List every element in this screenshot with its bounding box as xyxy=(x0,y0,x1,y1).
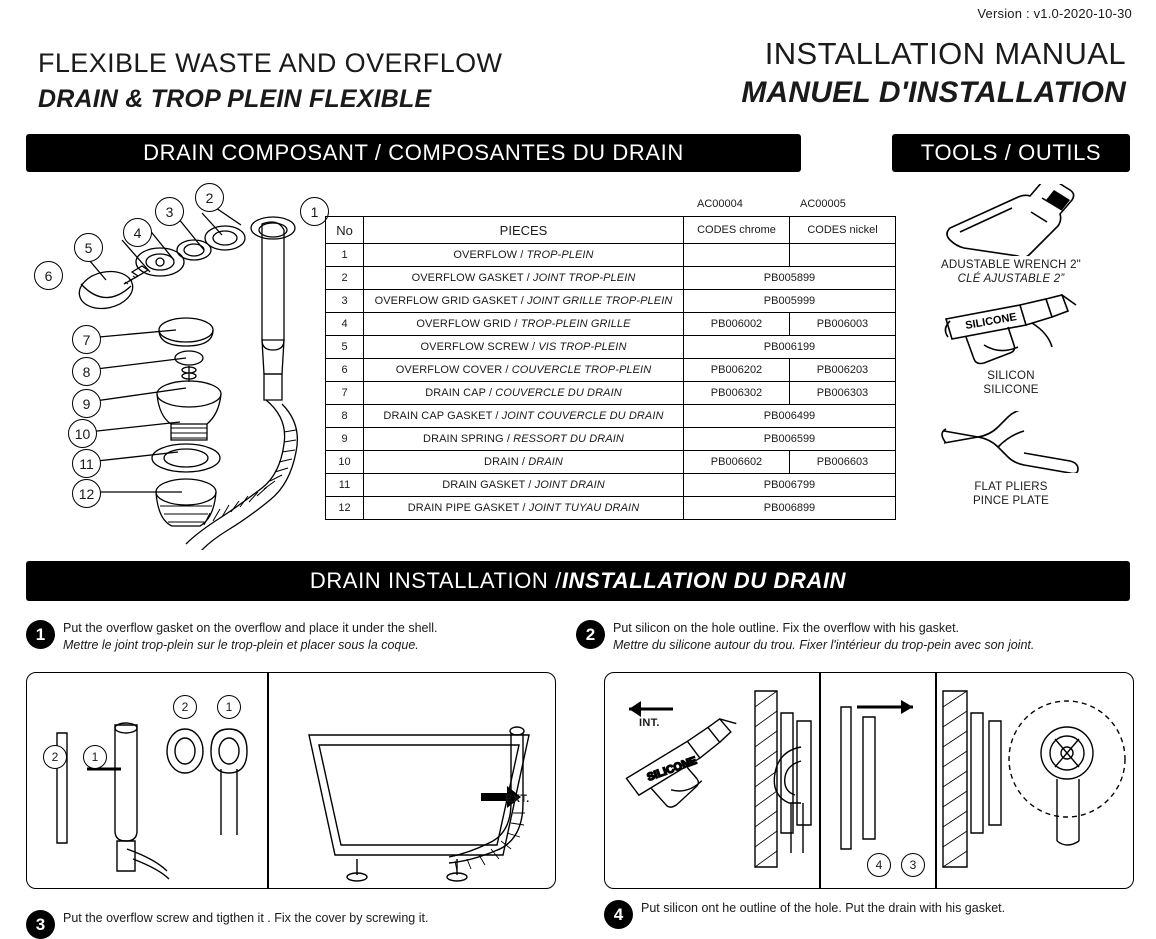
step-2-number: 2 xyxy=(576,620,605,649)
table-row xyxy=(326,451,896,474)
tool-pliers-label xyxy=(892,480,1130,509)
part-number: 3 xyxy=(326,290,364,313)
part-description xyxy=(364,267,684,290)
table-row xyxy=(326,313,896,336)
tools-list xyxy=(892,182,1130,514)
part-number: 9 xyxy=(326,428,364,451)
part-code-chrome: PB006202 xyxy=(684,359,790,382)
callout-3: 3 xyxy=(155,197,184,226)
part-number: 1 xyxy=(326,244,364,267)
step-2-figure-divider-1 xyxy=(819,673,821,888)
callout-11: 11 xyxy=(72,449,101,478)
code-header-nickel: AC00005 xyxy=(800,198,846,210)
part-number: 2 xyxy=(326,267,364,290)
tool-pliers-label-en: FLAT PLIERS xyxy=(974,480,1048,493)
svg-text:SILICONE: SILICONE xyxy=(645,754,699,784)
part-description xyxy=(364,497,684,520)
tool-pliers-label-fr: PINCE PLATE xyxy=(972,494,1050,507)
table-row xyxy=(326,497,896,520)
step-2-figure-divider-2 xyxy=(935,673,937,888)
step-1-figure xyxy=(26,672,556,889)
callout-1: 1 xyxy=(300,197,329,226)
part-number: 11 xyxy=(326,474,364,497)
version-label: Version : v1.0-2020-10-30 xyxy=(977,6,1132,21)
part-description xyxy=(364,313,684,336)
table-row xyxy=(326,474,896,497)
step-4-text-en: Put silicon ont he outline of the hole. Put the drain with his gasket. xyxy=(641,901,1006,915)
part-description-fr: JOINT COUVERCLE DU DRAIN xyxy=(501,410,664,422)
step-1-callout-b: 1 xyxy=(217,695,241,719)
table-row xyxy=(326,336,896,359)
parts-table-section xyxy=(325,198,895,520)
part-description-fr: DRAIN xyxy=(528,456,563,468)
step-3-text xyxy=(63,910,556,927)
part-description xyxy=(364,405,684,428)
part-code-shared: PB005999 xyxy=(684,290,896,313)
tool-caulk-gun-label xyxy=(892,369,1130,398)
part-description xyxy=(364,244,684,267)
part-description-fr: VIS TROP-PLEIN xyxy=(538,341,627,353)
manual-title-en: INSTALLATION MANUAL xyxy=(764,36,1126,71)
step-1-figure-art xyxy=(27,673,553,885)
product-title-fr: DRAIN & TROP PLEIN FLEXIBLE xyxy=(38,85,432,113)
part-description xyxy=(364,336,684,359)
part-description-en: OVERFLOW GRID GASKET / xyxy=(374,295,528,307)
product-title-en: FLEXIBLE WASTE AND OVERFLOW xyxy=(38,48,503,78)
callout-7: 7 xyxy=(72,325,101,354)
callout-10: 10 xyxy=(68,419,97,448)
step-1-figure-divider xyxy=(267,673,269,888)
part-code-shared: PB006499 xyxy=(684,405,896,428)
tool-wrench-label-fr: CLÉ AJUSTABLE 2” xyxy=(957,273,1065,286)
part-number: 7 xyxy=(326,382,364,405)
part-description-en: OVERFLOW SCREW / xyxy=(420,341,539,353)
exploded-diagram xyxy=(26,180,326,550)
tool-wrench-label-en: ADUSTABLE WRENCH 2" xyxy=(941,259,1081,271)
part-description-fr: COUVERCLE TROP-PLEIN xyxy=(511,364,652,376)
callout-6: 6 xyxy=(34,261,63,290)
part-description-en: DRAIN CAP GASKET / xyxy=(383,410,502,422)
step-2-figure xyxy=(604,672,1134,889)
callout-2: 2 xyxy=(195,183,224,212)
parts-table-body xyxy=(326,244,896,520)
step-1-callout-d: 1 xyxy=(83,745,107,769)
table-row xyxy=(326,428,896,451)
step-3-text-en: Put the overflow screw and tigthen it . Fix the cover by screwing it. xyxy=(63,911,429,925)
parts-code-headers xyxy=(325,198,895,216)
step-1-number: 1 xyxy=(26,620,55,649)
part-code-chrome: PB006602 xyxy=(684,451,790,474)
step-2-callout-a: 4 xyxy=(867,853,891,877)
part-number: 8 xyxy=(326,405,364,428)
part-code-chrome xyxy=(684,244,790,267)
step-4-number: 4 xyxy=(604,900,633,929)
part-description-en: DRAIN SPRING / xyxy=(423,433,514,445)
part-code-nickel xyxy=(790,244,896,267)
part-number: 6 xyxy=(326,359,364,382)
part-description-fr: JOINT DRAIN xyxy=(534,479,605,491)
step-1 xyxy=(26,620,556,654)
callout-12: 12 xyxy=(72,479,101,508)
part-description-en: DRAIN / xyxy=(484,456,529,468)
part-description xyxy=(364,290,684,313)
step-2-int-tag: INT. xyxy=(639,717,660,729)
table-row xyxy=(326,359,896,382)
part-description-fr: TROP-PLEIN xyxy=(526,249,594,261)
part-description xyxy=(364,428,684,451)
part-description xyxy=(364,451,684,474)
part-description-fr: JOINT TUYAU DRAIN xyxy=(528,502,640,514)
tool-caulk-gun-label-en: SILICON xyxy=(987,369,1035,382)
parts-table-header-row xyxy=(326,217,896,244)
manual-title-fr: MANUEL D'INSTALLATION xyxy=(741,76,1126,109)
callout-9: 9 xyxy=(72,389,101,418)
step-1-text-en: Put the overflow gasket on the overflow and place it under the shell. xyxy=(63,621,438,635)
banner-tools: TOOLS / OUTILS xyxy=(892,134,1130,172)
step-1-callout-a: 2 xyxy=(173,695,197,719)
banner-components: DRAIN COMPOSANT / COMPOSANTES DU DRAIN xyxy=(26,134,801,172)
part-number: 5 xyxy=(326,336,364,359)
callout-8: 8 xyxy=(72,357,101,386)
part-number: 12 xyxy=(326,497,364,520)
tool-wrench-label xyxy=(892,258,1130,287)
step-1-text-fr: Mettre le joint trop-plein sur le trop-plein et placer sous la coque. xyxy=(63,637,419,652)
product-title xyxy=(38,48,502,114)
table-row xyxy=(326,405,896,428)
step-1-text xyxy=(63,620,556,654)
part-description-en: OVERFLOW COVER / xyxy=(395,364,512,376)
wrench-icon xyxy=(892,182,1130,258)
part-description-fr: JOINT TROP-PLEIN xyxy=(532,272,636,284)
col-no: No xyxy=(326,217,364,244)
part-code-shared: PB005899 xyxy=(684,267,896,290)
banner-installation-en: DRAIN INSTALLATION / xyxy=(309,568,562,593)
tool-wrench xyxy=(892,182,1130,287)
part-description-fr: COUVERCLE DU DRAIN xyxy=(495,387,622,399)
part-description xyxy=(364,382,684,405)
step-2-callout-b: 3 xyxy=(901,853,925,877)
code-header-chrome: AC00004 xyxy=(697,198,743,210)
step-3 xyxy=(26,910,556,934)
step-3-number: 3 xyxy=(26,910,55,939)
part-description-en: DRAIN PIPE GASKET / xyxy=(407,502,529,514)
part-code-chrome: PB006002 xyxy=(684,313,790,336)
part-code-shared: PB006199 xyxy=(684,336,896,359)
table-row xyxy=(326,290,896,313)
caulk-gun-icon xyxy=(892,293,1130,369)
col-codes-chrome: CODES chrome xyxy=(684,217,790,244)
step-4 xyxy=(604,900,1134,924)
parts-table xyxy=(325,216,896,520)
banner-installation-fr: INSTALLATION DU DRAIN xyxy=(561,568,847,593)
step-4-text xyxy=(641,900,1134,917)
part-code-nickel: PB006003 xyxy=(790,313,896,336)
pliers-icon xyxy=(892,404,1130,480)
svg-text:SILICONE: SILICONE xyxy=(964,310,1018,332)
part-description-fr: RESSORT DU DRAIN xyxy=(513,433,624,445)
part-description-en: DRAIN GASKET / xyxy=(442,479,535,491)
part-description-fr: JOINT GRILLE TROP-PLEIN xyxy=(527,295,673,307)
callout-4: 4 xyxy=(123,218,152,247)
part-code-shared: PB006899 xyxy=(684,497,896,520)
step-1-ext-tag: EXT. xyxy=(505,793,530,805)
table-row xyxy=(326,382,896,405)
col-codes-nickel: CODES nickel xyxy=(790,217,896,244)
tool-pliers xyxy=(892,404,1130,509)
part-code-shared: PB006799 xyxy=(684,474,896,497)
table-row xyxy=(326,267,896,290)
part-number: 4 xyxy=(326,313,364,336)
table-row xyxy=(326,244,896,267)
part-description-en: OVERFLOW GRID / xyxy=(416,318,521,330)
col-pieces: PIECES xyxy=(364,217,684,244)
part-code-chrome: PB006302 xyxy=(684,382,790,405)
manual-title xyxy=(741,36,1126,110)
part-code-shared: PB006599 xyxy=(684,428,896,451)
part-description-en: OVERFLOW GASKET / xyxy=(411,272,533,284)
step-2 xyxy=(576,620,1132,654)
callout-5: 5 xyxy=(74,233,103,262)
step-1-callout-c: 2 xyxy=(43,745,67,769)
tool-caulk-gun xyxy=(892,293,1130,398)
part-description xyxy=(364,474,684,497)
part-code-nickel: PB006203 xyxy=(790,359,896,382)
step-2-figure-art xyxy=(605,673,1131,885)
step-2-text-en: Put silicon on the hole outline. Fix the overflow with his gasket. xyxy=(613,621,960,635)
part-description-fr: TROP-PLEIN GRILLE xyxy=(520,318,631,330)
banner-installation xyxy=(26,561,1130,601)
part-description-en: DRAIN CAP / xyxy=(425,387,496,399)
part-code-nickel: PB006603 xyxy=(790,451,896,474)
part-code-nickel: PB006303 xyxy=(790,382,896,405)
part-description xyxy=(364,359,684,382)
step-2-text-fr: Mettre du silicone autour du trou. Fixer l'intérieur du trop-pein avec son joint. xyxy=(613,637,1035,652)
tool-caulk-gun-label-fr: SILICONE xyxy=(983,384,1039,397)
step-2-text xyxy=(613,620,1132,654)
part-number: 10 xyxy=(326,451,364,474)
exploded-diagram-art xyxy=(26,180,326,550)
part-description-en: OVERFLOW / xyxy=(453,249,527,261)
